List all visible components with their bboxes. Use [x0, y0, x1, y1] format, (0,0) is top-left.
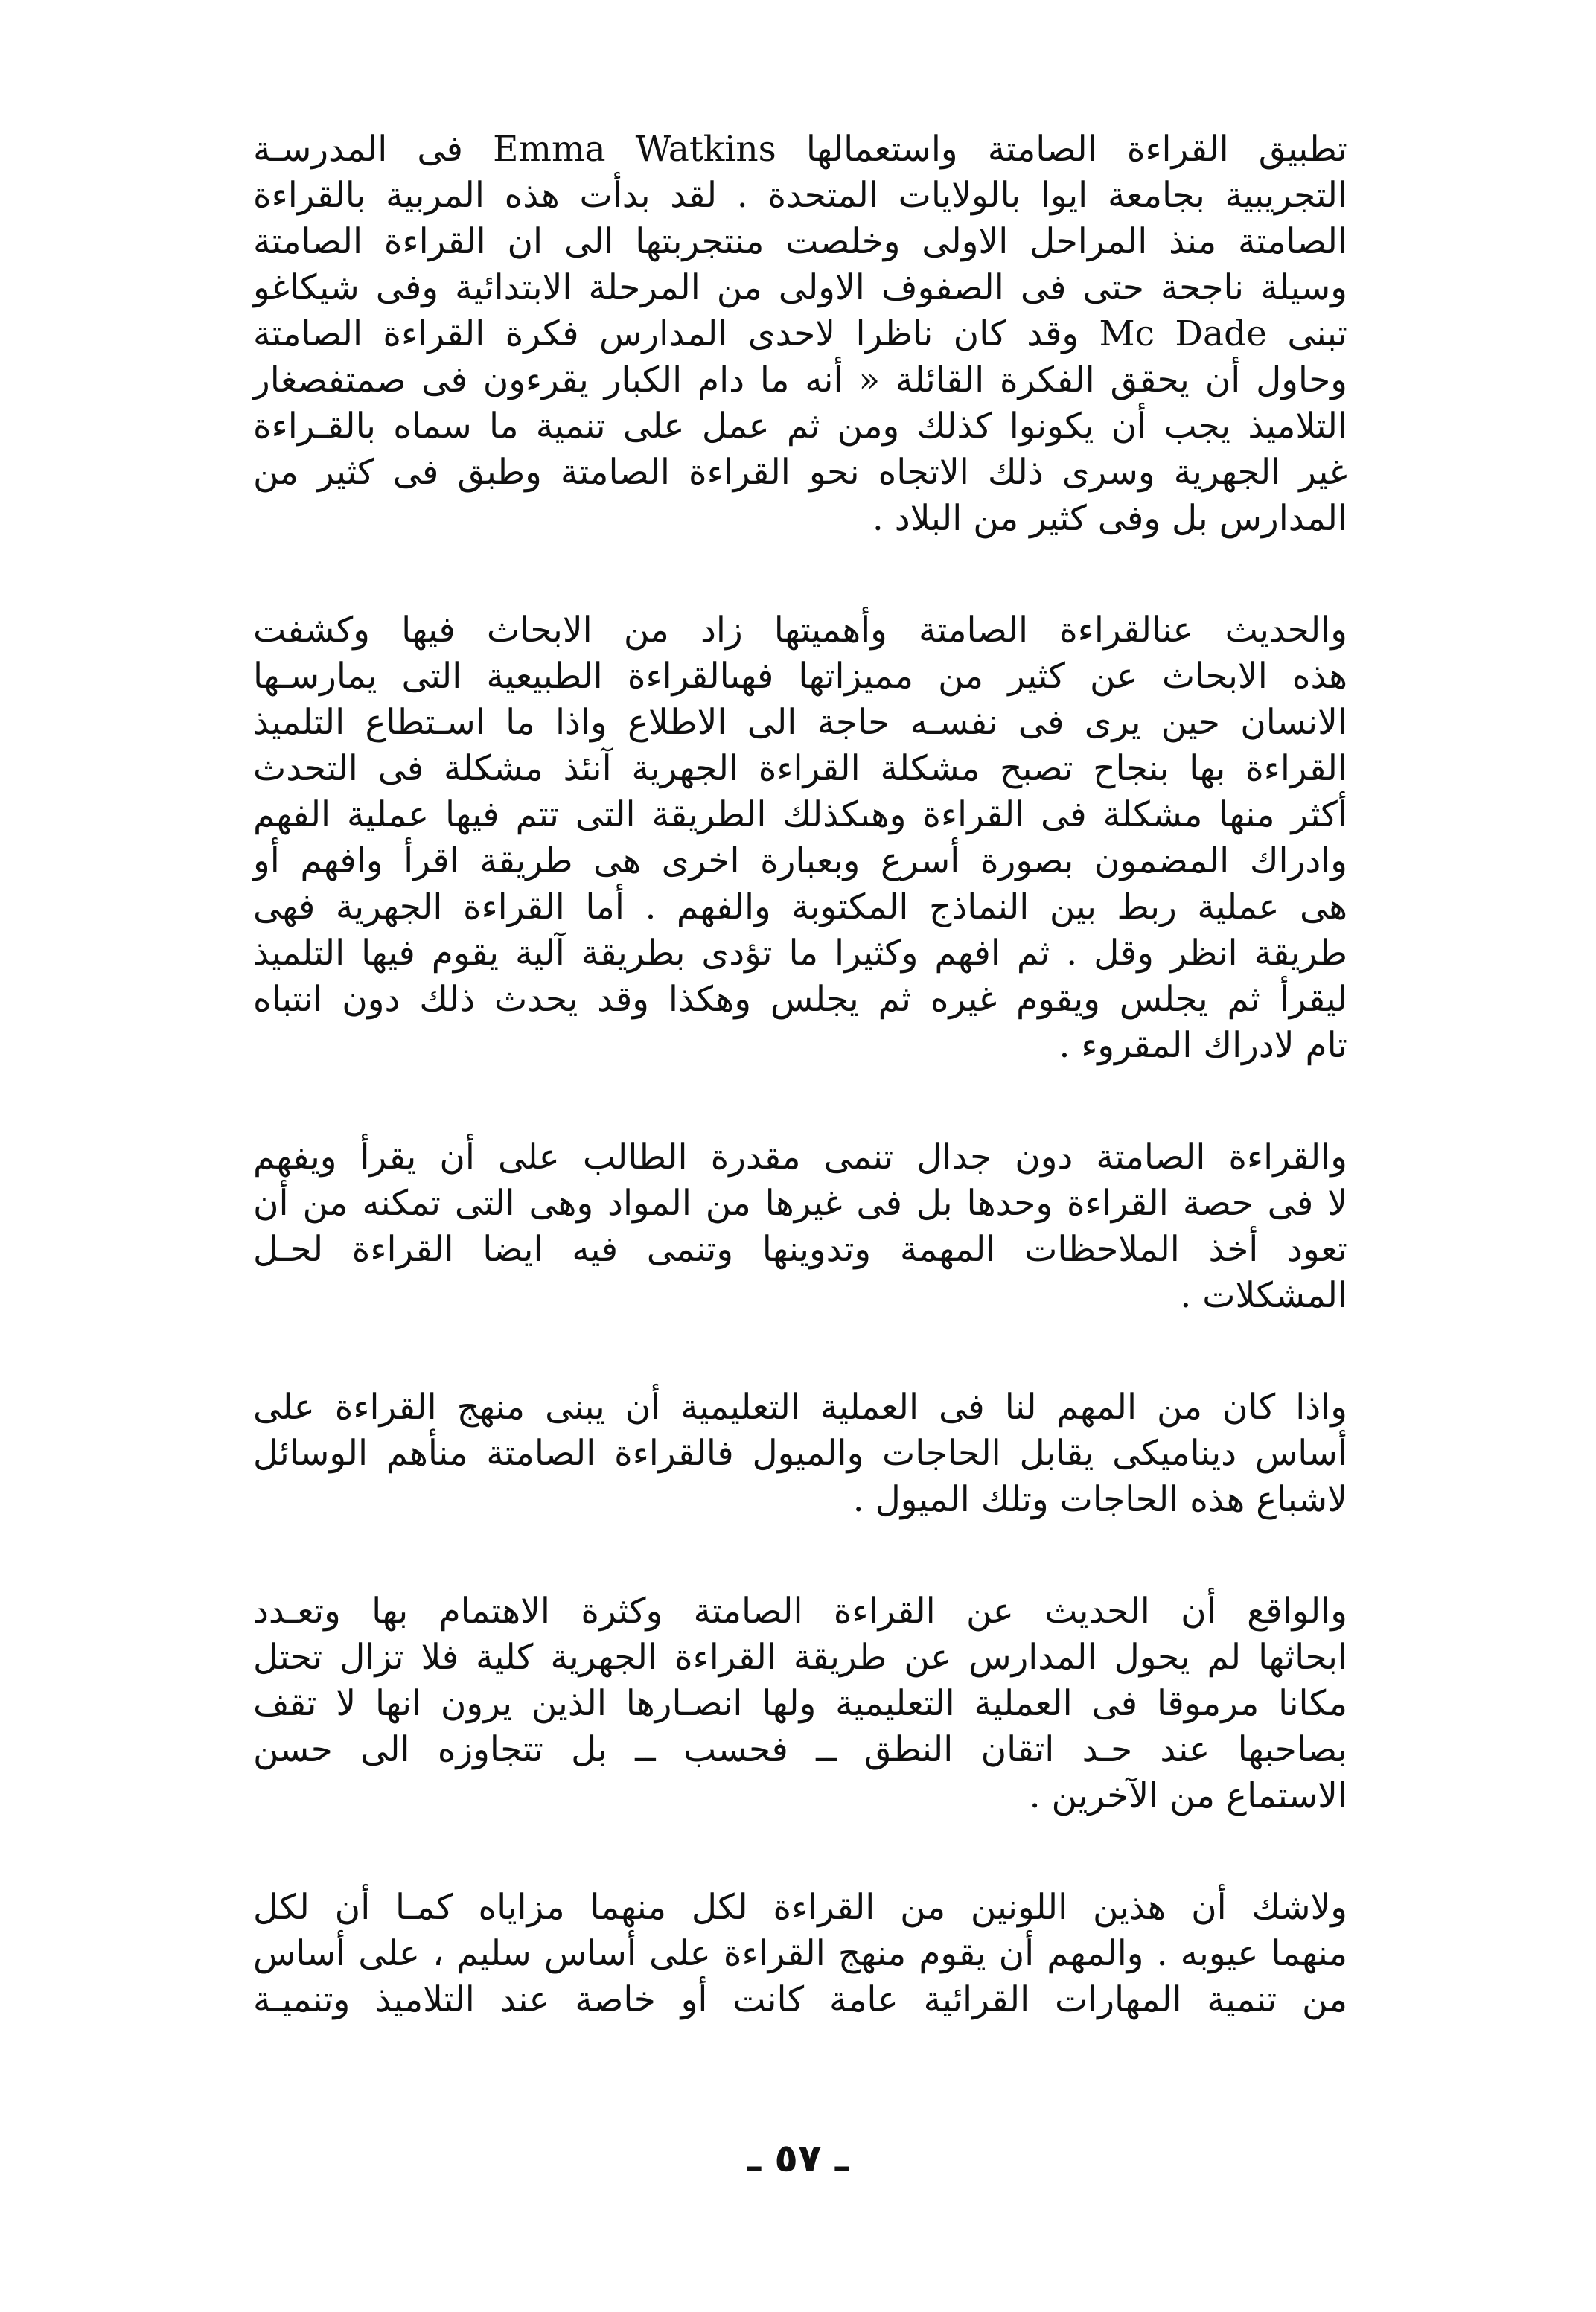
text-line: والقراءة الصامتة دون جدال تنمى مقدرة الطالب على أن يقرأ ويفهم: [253, 1137, 1347, 1178]
text-line: طريقة انظر وقل . ثم افهم وكثيرا ما تؤدى بطريقة آلية يقوم فيها التلميذ: [253, 933, 1347, 974]
text-line: والحديث عنالقراءة الصامتة وأهميتها زاد من الابحاث فيها وكشفت: [253, 610, 1347, 651]
text-line: تعود أخذ الملاحظات المهمة وتدوينها وتنمى فيه ايضا القراءة لحـل: [253, 1229, 1347, 1270]
text-line: أكثر منها مشكلة فى القراءة وهىكذلك الطريقة التى تتم فيها عملية الفهم: [253, 794, 1347, 835]
page-number: ـ ٥٧ ـ: [747, 2136, 849, 2181]
text-line: ليقرأ ثم يجلس ويقوم غيره ثم يجلس وهكذا وقد يحدث ذلك دون انتباه: [253, 979, 1347, 1020]
text-line: لاشباع هذه الحاجات وتلك الميول .: [852, 1479, 1347, 1520]
paragraph-6: [253, 1885, 1347, 2023]
paragraph-gap: [253, 1319, 1347, 1385]
page-body: [253, 127, 1347, 2196]
text-line: منهما عيوبه . والمهم أن يقوم منهج القراءة على أساس سليم ، على أساس: [253, 1933, 1347, 1974]
text-line: أساس ديناميكى يقابل الحاجات والميول فالقراءة الصامتة منأهم الوسائل: [253, 1433, 1347, 1474]
text-line: الاستماع من الآخرين .: [1029, 1775, 1347, 1816]
text-line: القراءة بها بنجاح تصبح مشكلة القراءة الجهرية آنئذ مشكلة فى التحدث: [253, 748, 1347, 789]
text-line: هذه الابحاث عن كثير من مميزاتها فهىالقراءة الطبيعية التى يمارسـها: [253, 656, 1347, 697]
text-line: واذا كان من المهم لنا فى العملية التعليمية أن يبنى منهج القراءة على: [253, 1387, 1347, 1428]
text-line: تبنى Mc Dade وقد كان ناظرا لاحدى المدارس فكرة القراءة الصامتة: [253, 313, 1347, 354]
text-line: الصامتة منذ المراحل الاولى وخلصت منتجربتها الى ان القراءة الصامتة: [253, 221, 1347, 262]
text-line: وسيلة ناجحة حتى فى الصفوف الاولى من المرحلة الابتدائية وفى شيكاغو: [253, 267, 1347, 308]
paragraph-2: [253, 607, 1347, 1069]
text-line: تام لادراك المقروء .: [1059, 1025, 1347, 1066]
paragraph-5: [253, 1588, 1347, 1819]
text-line: لا فى حصة القراءة وحدها بل فى غيرها من المواد وهى التى تمكنه من أن: [253, 1183, 1347, 1224]
text-line: من تنمية المهارات القرائية عامة كانت أو خاصة عند التلاميذ وتنميـة: [253, 1979, 1347, 2020]
paragraph-4: [253, 1385, 1347, 1523]
text-line: الانسان حين يرى فى نفسـه حاجة الى الاطلاع واذا ما اسـتطاع التلميذ: [253, 702, 1347, 743]
paragraph-gap: [253, 542, 1347, 607]
text-line: غير الجهرية وسرى ذلك الاتجاه نحو القراءة الصامتة وطبق فى كثير من: [253, 452, 1347, 493]
text-line: التجريبية بجامعة ايوا بالولايات المتحدة . لقد بدأت هذه المربية بالقراءة: [253, 175, 1347, 216]
paragraph-3: [253, 1134, 1347, 1319]
text-line: ابحاثها لم يحول المدارس عن طريقة القراءة الجهرية كلية فلا تزال تحتل: [253, 1637, 1347, 1678]
text-line: المشكلات .: [1180, 1275, 1347, 1316]
text-line: مكانا مرموقا فى العملية التعليمية ولها انصـارها الذين يرون انها لا تقف: [253, 1683, 1347, 1724]
text-line: وحاول أن يحقق الفكرة القائلة « أنه ما دام الكبار يقرءون فى صمتفصغار: [253, 360, 1347, 400]
text-line: وادراك المضمون بصورة أسرع وبعبارة اخرى هى طريقة اقرأ وافهم أو: [253, 840, 1347, 881]
text-line: هى عملية ربط بين النماذج المكتوبة والفهم . أما القراءة الجهرية فهى: [253, 887, 1347, 927]
text-line: والواقع أن الحديث عن القراءة الصامتة وكثرة الاهتمام بها وتعـدد: [253, 1591, 1347, 1632]
text-line: ولاشك أن هذين اللونين من القراءة لكل منهما مزاياه كمـا أن لكل: [253, 1887, 1347, 1928]
text-line: التلاميذ يجب أن يكونوا كذلك ومن ثم عمل على تنمية ما سماه بالقـراءة: [253, 406, 1347, 447]
text-line: المدارس بل وفى كثير من البلاد .: [872, 498, 1347, 539]
paragraph-1: [253, 127, 1347, 542]
paragraph-gap: [253, 1523, 1347, 1588]
text-line: تطبيق القراءة الصامتة واستعمالها Emma Watkins فى المدرسـة: [253, 129, 1347, 170]
paragraph-gap: [253, 1819, 1347, 1885]
paragraph-gap: [253, 1069, 1347, 1134]
text-line: بصاحبها عند حـد اتقان النطق ــ فحسب ــ بل تتجاوزه الى حسن: [253, 1729, 1347, 1770]
